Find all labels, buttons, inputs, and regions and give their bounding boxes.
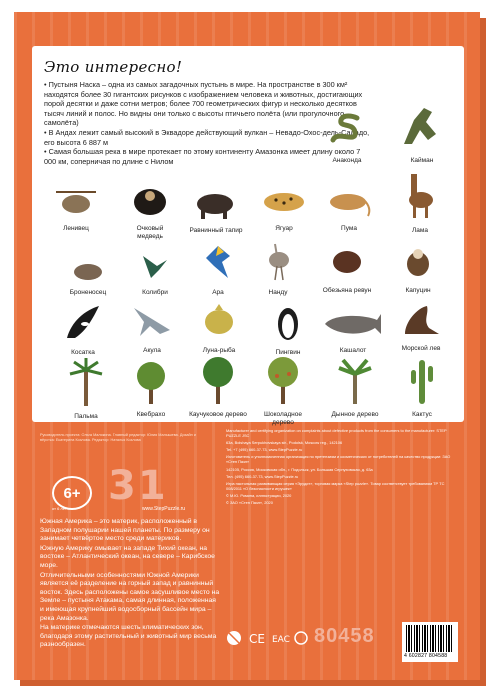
manufacturer-info — [226, 428, 458, 507]
animal-sea-lion — [394, 298, 448, 353]
age-note: от 6 лет — [52, 506, 67, 511]
compliance-icons — [226, 630, 308, 646]
plant-label: Шоколадное дерево — [264, 411, 302, 426]
animal-label: Броненосец — [69, 289, 107, 296]
manufacturer-line: Изготовитель и уполномоченная организация по претензиям и косметических от потребителей на качество продукции: ЗАО «Степ Пазл» — [226, 454, 451, 465]
plant-label: Каучуковое дерево — [189, 411, 247, 418]
sunfish-icon — [199, 304, 239, 340]
animal-label: Кашалот — [339, 347, 367, 354]
animal-shark — [128, 300, 176, 355]
animal-label: Акула — [143, 347, 161, 354]
plant-palm — [64, 356, 108, 421]
llama-icon — [403, 170, 437, 220]
plant-label: Пальма — [74, 413, 98, 420]
plant-label: Кактус — [412, 411, 432, 418]
fact-volcano: • В Андах лежит самый высокий в Эквадоре действующий вулкан – Невадо-Охос-дель-Саладо, его высота 6 887 м — [44, 127, 370, 147]
cactus-icon — [407, 356, 437, 404]
sea-lion-icon — [399, 298, 443, 338]
bear-icon — [130, 184, 170, 218]
description-paragraph: На материке отмечаются шесть климатических зон, благодаря этому растительный и животный мир весьма разнообразен. — [40, 624, 217, 649]
animal-label: Равнинный тапир — [189, 227, 243, 234]
credits-text: Руководитель проекта: Ольга Малякина. Главный редактор: Юлия Малышева. Дизайн и вёрстка: Екатерина Козлова. Редактор: Наталья Козлова — [40, 433, 196, 442]
animal-capuchin — [396, 244, 440, 295]
howler-monkey-icon — [325, 246, 369, 280]
rubber-tree-icon — [198, 356, 238, 404]
orca-icon — [61, 302, 105, 342]
animal-llama — [400, 170, 440, 235]
manufacturer-line: 142105, Россия, Московская обл., г. Подольск, ул. Большая Серпуховская, д. 63а — [226, 466, 373, 472]
barcode-bars — [406, 625, 454, 652]
ce-mark-icon — [248, 631, 266, 645]
animal-macaw — [198, 242, 238, 297]
plant-label: Дынное дерево — [331, 411, 379, 418]
animal-label: Колибри — [142, 289, 168, 296]
svg-text:EAC: EAC — [272, 635, 290, 645]
anaconda-icon — [327, 110, 367, 150]
age-badge: 6+ — [52, 476, 92, 510]
animal-label: Капуцин — [405, 287, 431, 294]
capuchin-icon — [400, 244, 436, 280]
animal-label: Лама — [412, 227, 428, 234]
fact-amazon: • Самая большая река в мире протекает по этому континенту Амазонка имеет длину около 7 000 км, соперничая по длине с Нилом — [44, 147, 361, 166]
manufacturer-line: © ЗАО «Степ Пазл», 2020 — [226, 500, 273, 506]
website: www.StepPuzzle.ru — [142, 506, 186, 512]
caiman-icon — [394, 100, 450, 150]
rhea-icon — [263, 240, 293, 282]
sloth-icon — [54, 188, 98, 218]
age-warning-icon — [226, 630, 242, 646]
penguin-icon — [274, 302, 302, 342]
animal-jaguar — [256, 188, 312, 233]
plant-cactus — [402, 356, 442, 419]
animal-caiman — [392, 100, 452, 165]
animal-label: Обезьяна ревун — [322, 287, 372, 294]
manufacturer-line: © М.Ю. Ромина, иллюстрации, 2020 — [226, 492, 292, 498]
plant-label: Квебрахо — [136, 411, 166, 418]
recycle-icon — [294, 631, 308, 645]
animal-sunfish — [194, 304, 244, 355]
plant-cocoa-tree — [254, 356, 312, 427]
description-paragraph: Южную Америку омывает на западе Тихий океан, на востоке – Атлантический океан, на севере – Карибское море. — [40, 544, 215, 569]
animal-label: Пингвин — [275, 349, 301, 356]
manufacturer-line: Тел. (495) 660-37-73, www.StepPuzzle.ru — [226, 473, 299, 479]
description-paragraph: Отличительными особенностями Южной Америки является её разделение на горный запад и равнинный восток. Здесь расположены самое засушливое место на Земле – пустыня Атакама, самая длинная, положенная и имеющая крупнейший водосборный бассейн мира – река Амазонка. — [40, 571, 220, 622]
shark-icon — [130, 300, 174, 340]
animal-label: Очковый медведь — [136, 225, 164, 240]
animal-hummingbird — [132, 250, 178, 297]
barcode — [402, 622, 458, 662]
hummingbird-icon — [137, 250, 173, 282]
puma-icon — [324, 188, 374, 218]
manufacturer-line: Tel. +7 (495) 660-37-73, www.StepPuzzle.ru — [226, 447, 303, 453]
animal-label: Ленивец — [63, 225, 89, 232]
description-paragraph: Южная Америка – это материк, расположенный в Западном полушарии нашей планеты. По размеру он занимает четвёртое место среди материков. — [40, 518, 210, 543]
animal-tapir — [186, 190, 246, 235]
continent-description — [40, 518, 220, 651]
manufacturer-line: Игра настольная развивающая серия «Эрудит», торговая марка «Step puzzle». Товар соответствует требованиям ТР ТС 008/2011 «О безопасности игрушек» — [226, 480, 445, 491]
animal-label: Луна-рыба — [202, 347, 236, 354]
cocoa-tree-icon — [263, 356, 303, 404]
product-sku: 80458 — [314, 625, 375, 647]
animal-anaconda — [324, 110, 370, 165]
fact-nazca: • Пустыня Наска – одна из самых загадочных пустынь в мире. На пространстве в 300 км² находятся более 30 гигантских рисунков с изображением человека и животных, достигающих порой десятки и даже сотни метров; более 700 геометрических фигур и несколько десятков тысяч линий и полос. Но видны они только с высоты птичьего полёта (или прогулочного самолёта) — [44, 80, 363, 128]
animal-sperm-whale — [320, 310, 386, 355]
plant-quebracho — [128, 360, 174, 419]
animal-label: Пума — [341, 225, 357, 232]
animal-label: Анаконда — [332, 157, 362, 164]
animal-spectacled-bear — [126, 184, 174, 241]
sperm-whale-icon — [323, 310, 383, 340]
manufacturer-line: Manufacturer and certifying organization on complaints about defective products from the consumers to the manufacturer: STEP PUZZLE JSC — [226, 428, 447, 439]
animal-sloth — [52, 188, 100, 233]
papaya-tree-icon — [335, 356, 375, 404]
animal-rhea — [258, 240, 298, 297]
macaw-icon — [200, 242, 236, 282]
svg-text:CE: CE — [249, 632, 265, 646]
plant-rubber-tree — [186, 356, 250, 419]
animal-howler-monkey — [316, 246, 378, 295]
animal-label: Ягуар — [275, 225, 293, 232]
barcode-number: 4 602827 804588 — [404, 653, 448, 659]
animal-label: Нанду — [268, 289, 288, 296]
animal-label: Косатка — [71, 349, 95, 356]
tapir-icon — [191, 190, 241, 220]
manufacturer-line: 63a, Bolshaya Serpukhovskaya str., Podolsk, Moscow reg., 142106 — [226, 440, 343, 446]
animal-label: Ара — [212, 289, 224, 296]
animal-armadillo — [62, 258, 114, 297]
palm-icon — [68, 356, 104, 406]
piece-count: 31 — [108, 463, 168, 509]
animal-orca — [58, 302, 108, 357]
jaguar-icon — [258, 188, 310, 218]
animal-penguin — [268, 302, 308, 357]
animal-puma — [322, 188, 376, 233]
plant-papaya-tree — [326, 356, 384, 419]
quebracho-icon — [131, 360, 171, 404]
panel-heading: Это интересно! — [44, 58, 183, 76]
eac-mark-icon — [272, 631, 288, 645]
animal-label: Кайман — [410, 157, 434, 164]
animal-label: Морской лев — [401, 345, 441, 352]
armadillo-icon — [68, 258, 108, 282]
